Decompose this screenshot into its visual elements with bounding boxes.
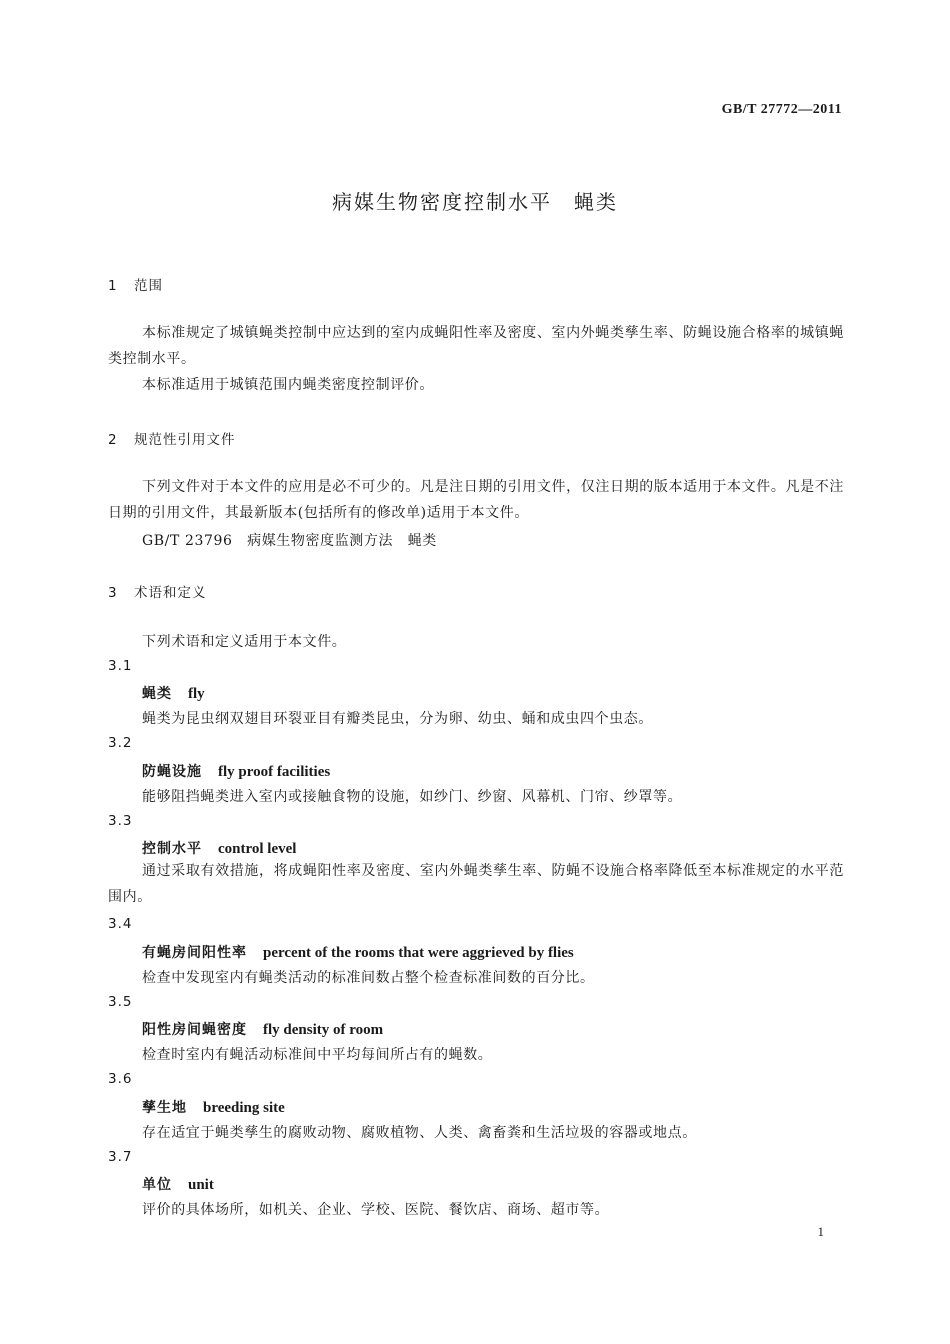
term-definition: 通过采取有效措施，将成蝇阳性率及密度、室内外蝇类孳生率、防蝇不设施合格率降低至本标准规定的水平范围内。 bbox=[108, 863, 844, 905]
term-number: 3.4 bbox=[108, 916, 133, 932]
term-en: fly proof facilities bbox=[218, 764, 331, 780]
term-number: 3.6 bbox=[108, 1071, 133, 1087]
term-definition: 存在适宜于蝇类孳生的腐败动物、腐败植物、人类、禽畜粪和生活垃圾的容器或地点。 bbox=[142, 1125, 697, 1141]
term-title bbox=[142, 942, 574, 962]
section-heading bbox=[108, 581, 207, 601]
term-definition: 评价的具体场所，如机关、企业、学校、医院、餐饮店、商场、超市等。 bbox=[142, 1202, 610, 1218]
term-definition: 检查中发现室内有蝇类活动的标准间数占整个检查标准间数的百分比。 bbox=[142, 970, 595, 986]
document-title: 病媒生物密度控制水平 蝇类 bbox=[332, 190, 618, 214]
term-en: fly density of room bbox=[263, 1022, 384, 1038]
term-definition: 能够阻挡蝇类进入室内或接触食物的设施，如纱门、纱窗、风幕机、门帘、纱罩等。 bbox=[142, 789, 683, 805]
section-heading bbox=[108, 274, 163, 294]
term-zh: 阳性房间蝇密度 bbox=[142, 1022, 247, 1038]
term-number: 3.2 bbox=[108, 735, 133, 751]
paragraph: 下列文件对于本文件的应用是必不可少的。凡是注日期的引用文件，仅注日期的版本适用于本文件。凡是不注日期的引用文件，其最新版本(包括所有的修改单)适用于本文件。 bbox=[108, 479, 844, 521]
term-title bbox=[142, 683, 205, 703]
term-title bbox=[142, 1019, 383, 1039]
term-definition: 检查时室内有蝇活动标准间中平均每间所占有的蝇数。 bbox=[142, 1047, 493, 1063]
term-zh: 有蝇房间阳性率 bbox=[142, 945, 247, 961]
term-zh: 孳生地 bbox=[142, 1100, 187, 1116]
term-definition: 蝇类为昆虫纲双翅目环裂亚目有瓣类昆虫，分为卵、幼虫、蛹和成虫四个虫态。 bbox=[142, 711, 653, 727]
term-title bbox=[142, 1174, 214, 1194]
term-zh: 单位 bbox=[142, 1177, 172, 1193]
section-number: 1 bbox=[108, 278, 118, 294]
term-en: percent of the rooms that were aggrieved by flies bbox=[263, 945, 574, 961]
term-title bbox=[142, 1097, 285, 1117]
section-title: 术语和定义 bbox=[134, 585, 207, 601]
term-zh: 控制水平 bbox=[142, 841, 202, 857]
term-title bbox=[142, 838, 296, 858]
paragraph: 下列术语和定义适用于本文件。 bbox=[142, 634, 347, 650]
page-number: 1 bbox=[817, 1224, 824, 1239]
section-number: 2 bbox=[108, 432, 118, 448]
term-number: 3.5 bbox=[108, 994, 133, 1010]
term-en: breeding site bbox=[203, 1100, 285, 1116]
term-en: control level bbox=[218, 841, 297, 857]
section-heading bbox=[108, 428, 236, 448]
section-title: 规范性引用文件 bbox=[134, 432, 236, 448]
term-number: 3.1 bbox=[108, 658, 133, 674]
term-zh: 防蝇设施 bbox=[142, 764, 202, 780]
term-en: fly bbox=[188, 686, 205, 702]
normative-reference: GB/T 23796 病媒生物密度监测方法 蝇类 bbox=[142, 533, 437, 549]
term-en: unit bbox=[188, 1177, 214, 1193]
term-title bbox=[142, 761, 330, 781]
paragraph: 本标准规定了城镇蝇类控制中应达到的室内成蝇阳性率及密度、室内外蝇类孳生率、防蝇设施合格率的城镇蝇类控制水平。 bbox=[108, 325, 844, 367]
term-number: 3.3 bbox=[108, 813, 133, 829]
term-zh: 蝇类 bbox=[142, 686, 172, 702]
term-number: 3.7 bbox=[108, 1149, 133, 1165]
standard-code: GB/T 27772—2011 bbox=[721, 102, 842, 117]
section-number: 3 bbox=[108, 585, 118, 601]
paragraph: 本标准适用于城镇范围内蝇类密度控制评价。 bbox=[142, 377, 434, 393]
section-title: 范围 bbox=[134, 278, 163, 294]
